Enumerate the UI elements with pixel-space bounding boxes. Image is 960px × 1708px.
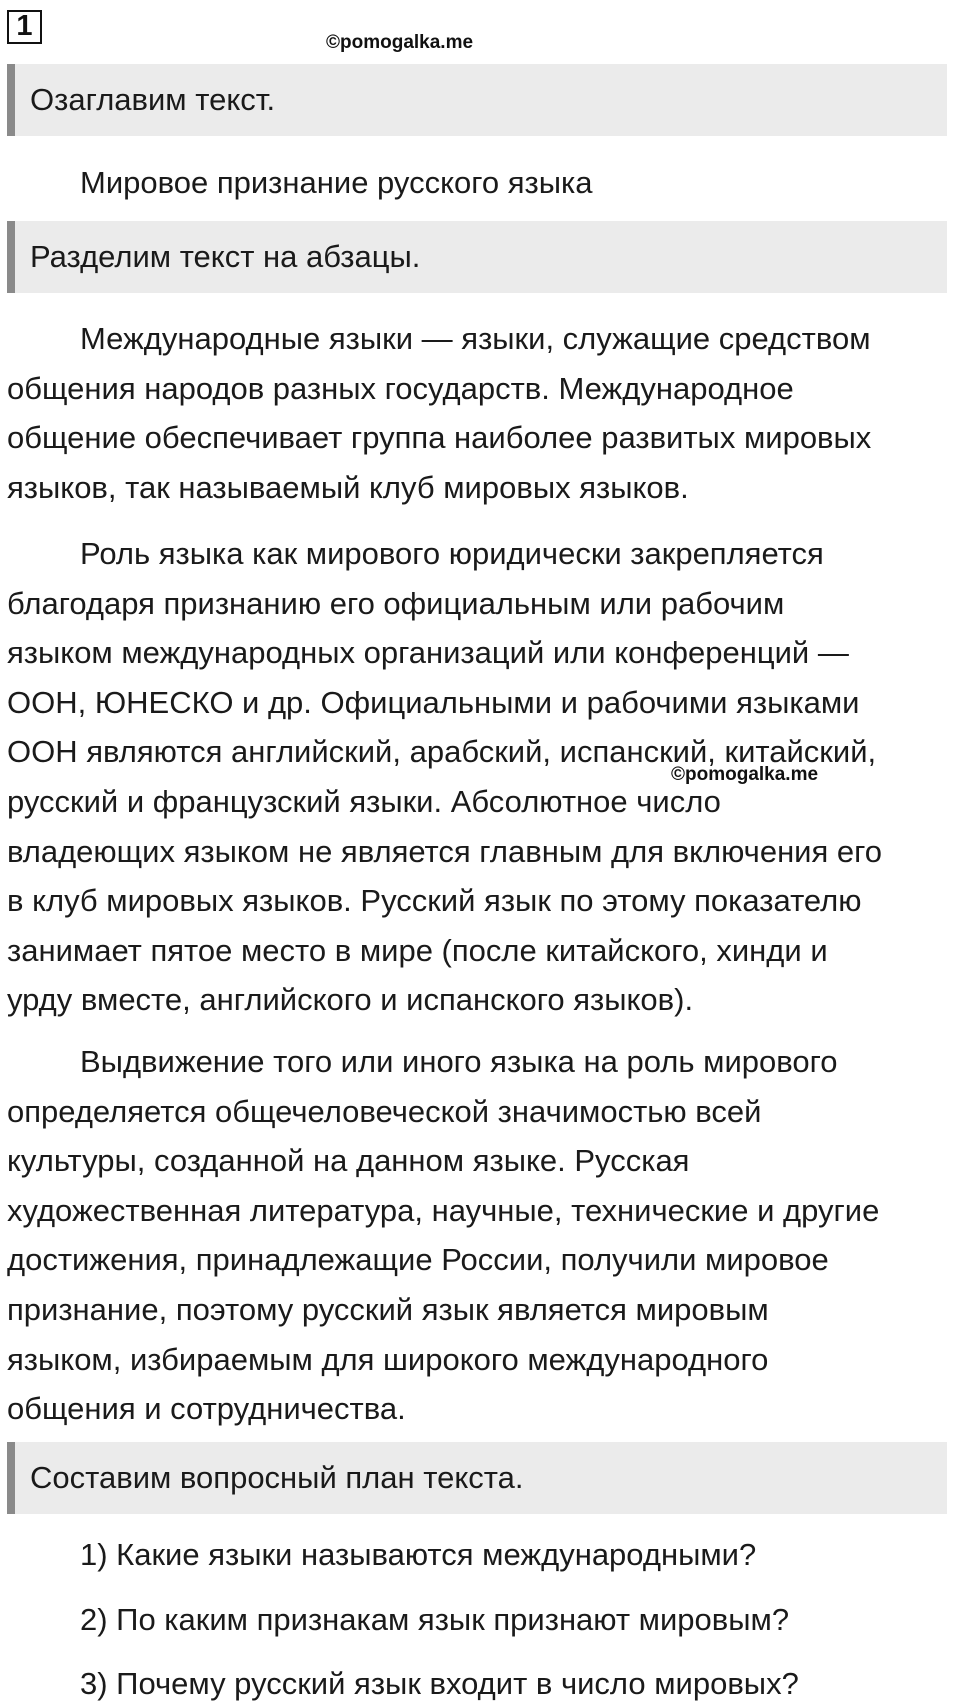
paragraph-line: художественная литература, научные, технические и другие	[7, 1192, 880, 1228]
paragraph-line: ООН, ЮНЕСКО и др. Официальными и рабочими языками	[7, 684, 860, 720]
paragraph-line: общение обеспечивает группа наиболее развитых мировых	[7, 420, 872, 456]
paragraph-line: в клуб мировых языков. Русский язык по этому показателю	[7, 883, 862, 919]
paragraph-line: общения народов разных государств. Международное	[7, 370, 794, 406]
paragraph-line: общения и сотрудничества.	[7, 1391, 406, 1427]
text-title: Мировое признание русского языка	[80, 165, 593, 200]
paragraph-line: языком, избираемым для широкого международного	[7, 1341, 769, 1377]
paragraph-line: Международные языки — языки, служащие средством	[80, 321, 871, 356]
paragraph-line: языков, так называемый клуб мировых языков.	[7, 469, 689, 505]
task-number: 1	[7, 10, 42, 44]
paragraph-line: владеющих языком не является главным для включения его	[7, 833, 883, 869]
paragraph-line: языком международных организаций или конференций —	[7, 635, 849, 671]
heading-title-step: Озаглавим текст.	[7, 64, 947, 136]
watermark: ©pomogalka.me	[326, 32, 474, 53]
paragraph-line: русский и французский языки. Абсолютное число	[7, 783, 721, 819]
plan-item-3: 3) Почему русский язык входит в число мировых?	[80, 1666, 799, 1701]
heading-paragraph-step: Разделим текст на абзацы.	[7, 221, 947, 293]
watermark: ©pomogalka.me	[671, 764, 819, 785]
paragraph-line: благодаря признанию его официальным или рабочим	[7, 585, 785, 621]
paragraph-1	[7, 314, 957, 512]
paragraph-line: урду вместе, английского и испанского языков).	[7, 982, 694, 1018]
paragraph-line: достижения, принадлежащие России, получили мировое	[7, 1242, 829, 1278]
paragraph-line: занимает пятое место в мире (после китайского, хинди и	[7, 932, 828, 968]
paragraph-line: определяется общечеловеческой значимостью всей	[7, 1093, 762, 1129]
plan-item-1: 1) Какие языки называются международными?	[80, 1537, 757, 1572]
paragraph-line: Роль языка как мирового юридически закрепляется	[80, 536, 824, 571]
paragraph-line: ООН являются английский, арабский, испанский, китайский,	[7, 734, 877, 770]
paragraph-line: Выдвижение того или иного языка на роль мирового	[80, 1044, 838, 1079]
heading-plan-step: Составим вопросный план текста.	[7, 1442, 947, 1514]
paragraph-3	[7, 1037, 957, 1434]
paragraph-line: культуры, созданной на данном языке. Русская	[7, 1143, 690, 1179]
plan-item-2: 2) По каким признакам язык признают мировым?	[80, 1602, 790, 1637]
paragraph-line: признание, поэтому русский язык является мировым	[7, 1291, 769, 1327]
